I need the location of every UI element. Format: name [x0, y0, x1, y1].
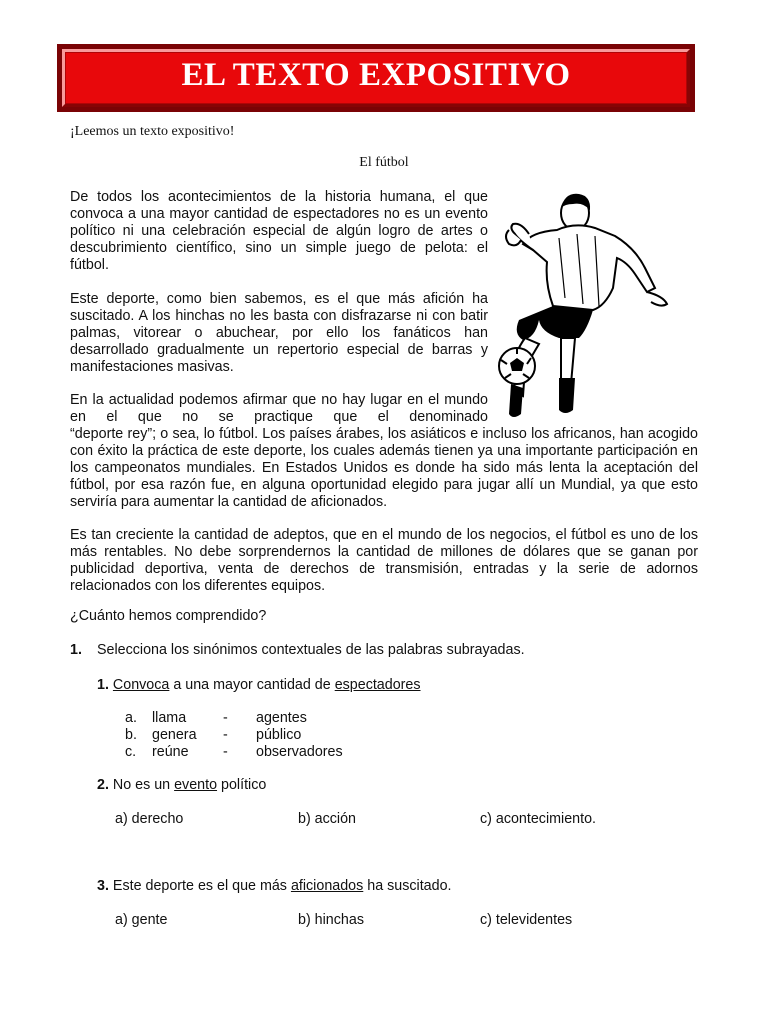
- question-1-text: Selecciona los sinónimos contextuales de las palabras subrayadas.: [97, 642, 525, 658]
- paragraph-3-start: En la actualidad podemos afirmar que no hay lugar en el mundo en el que no se practique que el denominado: [70, 392, 488, 425]
- article-title: El fútbol: [359, 155, 409, 170]
- underlined-word-espectadores: espectadores: [334, 677, 421, 693]
- option-left-word: llama: [152, 710, 187, 726]
- option-left-word: reúne: [152, 744, 189, 760]
- subquestion-2-option-a: a) derecho: [115, 811, 184, 827]
- subquestion-3-option-a: a) gente: [115, 912, 168, 928]
- subquestion-1-number: 1.: [97, 677, 109, 693]
- page-title: EL TEXTO EXPOSITIVO: [181, 57, 571, 93]
- option-letter: a.: [125, 710, 137, 726]
- subquestion-3-option-c: c) televidentes: [480, 912, 573, 928]
- option-letter: c.: [125, 744, 137, 760]
- option-letter: b.: [125, 727, 137, 743]
- subquestion-2-option-c: c) acontecimiento.: [480, 811, 597, 827]
- comprehension-heading: ¿Cuánto hemos comprendido?: [70, 608, 267, 624]
- option-right-word: público: [256, 727, 302, 743]
- underlined-word-convoca: Convoca: [112, 677, 170, 693]
- subquestion-2-option-b: b) acción: [298, 811, 357, 827]
- subquestion-3: [97, 878, 452, 895]
- subquestion-2-after: político: [217, 777, 267, 793]
- question-1-number: 1.: [70, 642, 82, 658]
- subquestion-1-middle: a una mayor cantidad de: [169, 677, 335, 693]
- paragraph-2: Este deporte, como bien sabemos, es el que más afición ha suscitado. A los hinchas no les basta con disfrazarse ni con batir palmas, vitorear o abuchear, por ello los fanáticos han desarrollado gradualmente un repertorio especial de barras y manifestaciones masivas.: [70, 291, 488, 375]
- paragraph-1: De todos los acontecimientos de la historia humana, el que convoca a una mayor cantidad de espectadores no es un evento político ni una celebración especial de algún logro de artes o descubrimiento científico, sino un simple juego de pelota: el fútbol.: [70, 189, 488, 273]
- underlined-word-evento: evento: [174, 777, 218, 793]
- soccer-player-illustration: [495, 188, 675, 420]
- option-right-word: observadores: [256, 744, 343, 760]
- paragraph-4: Es tan creciente la cantidad de adeptos, que en el mundo de los negocios, el fútbol es uno de los más rentables. No debe sorprendernos la cantidad de millones de dólares que se ganan por publicidad deportiva, venta de derechos de transmisión, entradas y la serie de adornos relacionados con los diferentes equipos.: [70, 527, 698, 594]
- subquestion-3-after: ha suscitado.: [363, 878, 452, 894]
- option-dash: -: [223, 727, 228, 743]
- underlined-word-aficionados: aficionados: [290, 878, 364, 894]
- option-right-word: agentes: [256, 710, 307, 726]
- subquestion-3-option-b: b) hinchas: [298, 912, 364, 928]
- option-dash: -: [223, 744, 228, 760]
- subquestion-2-before: No es un: [108, 777, 175, 793]
- subquestion-2-number: 2.: [97, 777, 109, 793]
- subquestion-3-number: 3.: [97, 878, 109, 894]
- intro-text: ¡Leemos un texto expositivo!: [70, 124, 235, 139]
- title-banner: [57, 44, 695, 112]
- subquestion-3-before: Este deporte es el que más: [108, 878, 291, 894]
- subquestion-2: [97, 777, 266, 794]
- paragraph-3-rest: “deporte rey”; o sea, lo fútbol. Los países árabes, los asiáticos e incluso los africanos, han acogido con éxito la práctica de este deporte, los cuales además tienen ya una importante participación en los campeonatos mundiales. En Estados Unidos es donde ha sido más lenta la aceptación del fútbol, por esa razón fue, en alguna oportunidad elegido para jugar allí un Mundial, ya que esto serviría para aumentar la cantidad de aficionados.: [70, 426, 698, 510]
- subquestion-1: [97, 677, 421, 694]
- option-dash: -: [223, 710, 228, 726]
- option-left-word: genera: [152, 727, 197, 743]
